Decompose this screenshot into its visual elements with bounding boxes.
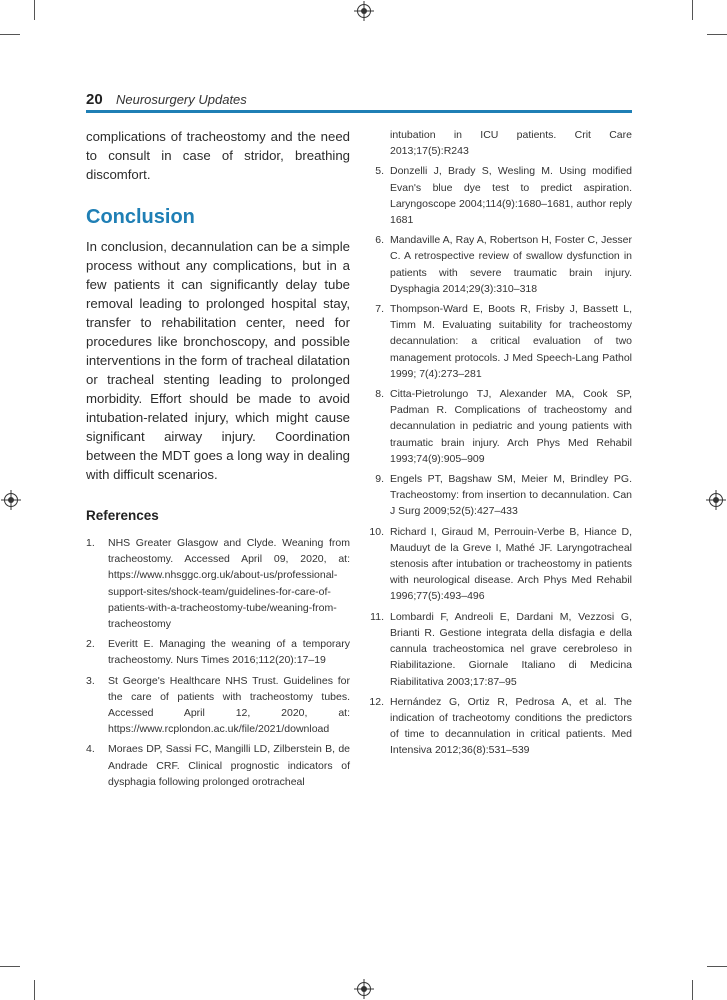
references-heading: References (86, 508, 159, 523)
running-title: Neurosurgery Updates (116, 92, 247, 107)
reference-item: 4. Moraes DP, Sassi FC, Mangilli LD, Zilberstein B, de Andrade CRF. Clinical prognostic indicators of dysphagia following prolonged orotracheal (86, 743, 350, 788)
reference-item: 11. Lombardi F, Andreoli E, Dardani M, Vezzosi G, Brianti R. Gestione integrata della disfagia e della cannula tracheostomica nel grave cerebroleso in Riabilitazione. Giornale Italiano di Medicina Riabilitativa 2003;17:87–95 (370, 610, 632, 688)
crop-mark-bottom-right-h (707, 966, 727, 967)
reference-item: 6. Mandaville A, Ray A, Robertson H, Foster C, Jesser C. A retrospective review of swallow dysfunction in patients with severe traumatic brain injury. Dysphagia 2014;29(3):310–318 (375, 234, 632, 295)
running-header (86, 91, 632, 111)
reference-item: 5. Donzelli J, Brady S, Wesling M. Using modified Evan's blue dye test to predict aspiration. Laryngoscope 2004;114(9):1680–1681, author reply 1681 (375, 165, 632, 227)
reference-item: 2. Everitt E. Managing the weaning of a temporary tracheostomy. Nurs Times 2016;112(20):17–19 (86, 638, 350, 667)
crop-mark-top-right (692, 0, 693, 20)
intro-paragraph: complications of tracheostomy and the need to consult in case of stridor, breathing discomfort. (86, 129, 350, 182)
conclusion-heading: Conclusion (86, 206, 195, 228)
conclusion-paragraph: In conclusion, decannulation can be a simple process without any complications, but in a few patients it can significantly delay tube removal leading to prolonged hospital stay, transfer to rehabilitation center, need for procedures like bronchoscopy, and possible interventions in the form of tracheal dilatation or tracheal stenting leading to prolonged morbidity. Effort should be made to avoid intubation-related injury, which might cause significant airway injury. Coordination between the MDT goes a long way in dealing with difficult scenarios. (86, 239, 350, 482)
left-column (86, 127, 350, 794)
reference-item: 8. Citta-Pietrolungo TJ, Alexander MA, Cook SP, Padman R. Complications of tracheostomy and decannulation in pediatric and young patients with traumatic brain injury. Arch Phys Med Rehabil 1993;74(9):905–909 (375, 388, 632, 465)
reference-item: 9. Engels PT, Bagshaw SM, Meier M, Brindley PG. Tracheostomy: from insertion to decannulation. Can J Surg 2009;52(5):427–433 (375, 473, 632, 518)
reference-item: 3. St George's Healthcare NHS Trust. Guidelines for the care of patients with tracheostomy tubes. Accessed April 12, 2020, at: https://www.rcplondon.ac.uk/file/2021/download (86, 674, 350, 736)
header-rule (86, 110, 632, 113)
reference-item: 7. Thompson-Ward E, Boots R, Frisby J, Bassett L, Timm M. Evaluating suitability for tracheostomy decannulation: a critical evaluation of two management protocols. J Med Speech-Lang Pathol 1999; 7(4):273–281 (375, 303, 632, 380)
registration-mark-bottom-icon (357, 982, 371, 996)
reference-item: 10. Richard I, Giraud M, Perrouin-Verbe B, Hiance D, Mauduyt de la Greve I, Mathé JF. Laryngotracheal stenosis after intubation or tracheostomy in patients with neurological disease. Arch Phys Med Rehabil 1996;77(5):493–496 (369, 525, 632, 603)
page-number: 20 (86, 91, 103, 108)
crop-mark-bottom-right (692, 980, 693, 1000)
reference-continuation: intubation in ICU patients. Crit Care 2013;17(5):R243 (390, 129, 632, 158)
registration-mark-top-icon (357, 4, 371, 18)
crop-mark-bottom-left-h (0, 966, 20, 967)
references-list-left (86, 535, 350, 790)
reference-item: 1. NHS Greater Glasgow and Clyde. Weaning from tracheostomy. Accessed April 09, 2020, at: https://www.nhsggc.org.uk/about-us/professional-support-sites/shock-team/guidelines-for-care-of-patients-with-a-tracheostomy-tube/weaning-from-tracheostomy (86, 537, 350, 631)
references-list-right (364, 163, 632, 758)
registration-mark-right-icon (709, 493, 723, 507)
crop-mark-top-left (34, 0, 35, 20)
registration-mark-left-icon (4, 493, 18, 507)
reference-item: 12. Hernández G, Ortiz R, Pedrosa A, et al. The indication of tracheotomy conditions the predictors of time to decannulation in critical patients. Med Intensiva 2012;36(8):531–539 (369, 695, 632, 757)
crop-mark-top-right-h (707, 34, 727, 35)
crop-mark-bottom-left (34, 980, 35, 1000)
crop-mark-top-left-h (0, 34, 20, 35)
right-column (364, 127, 632, 763)
